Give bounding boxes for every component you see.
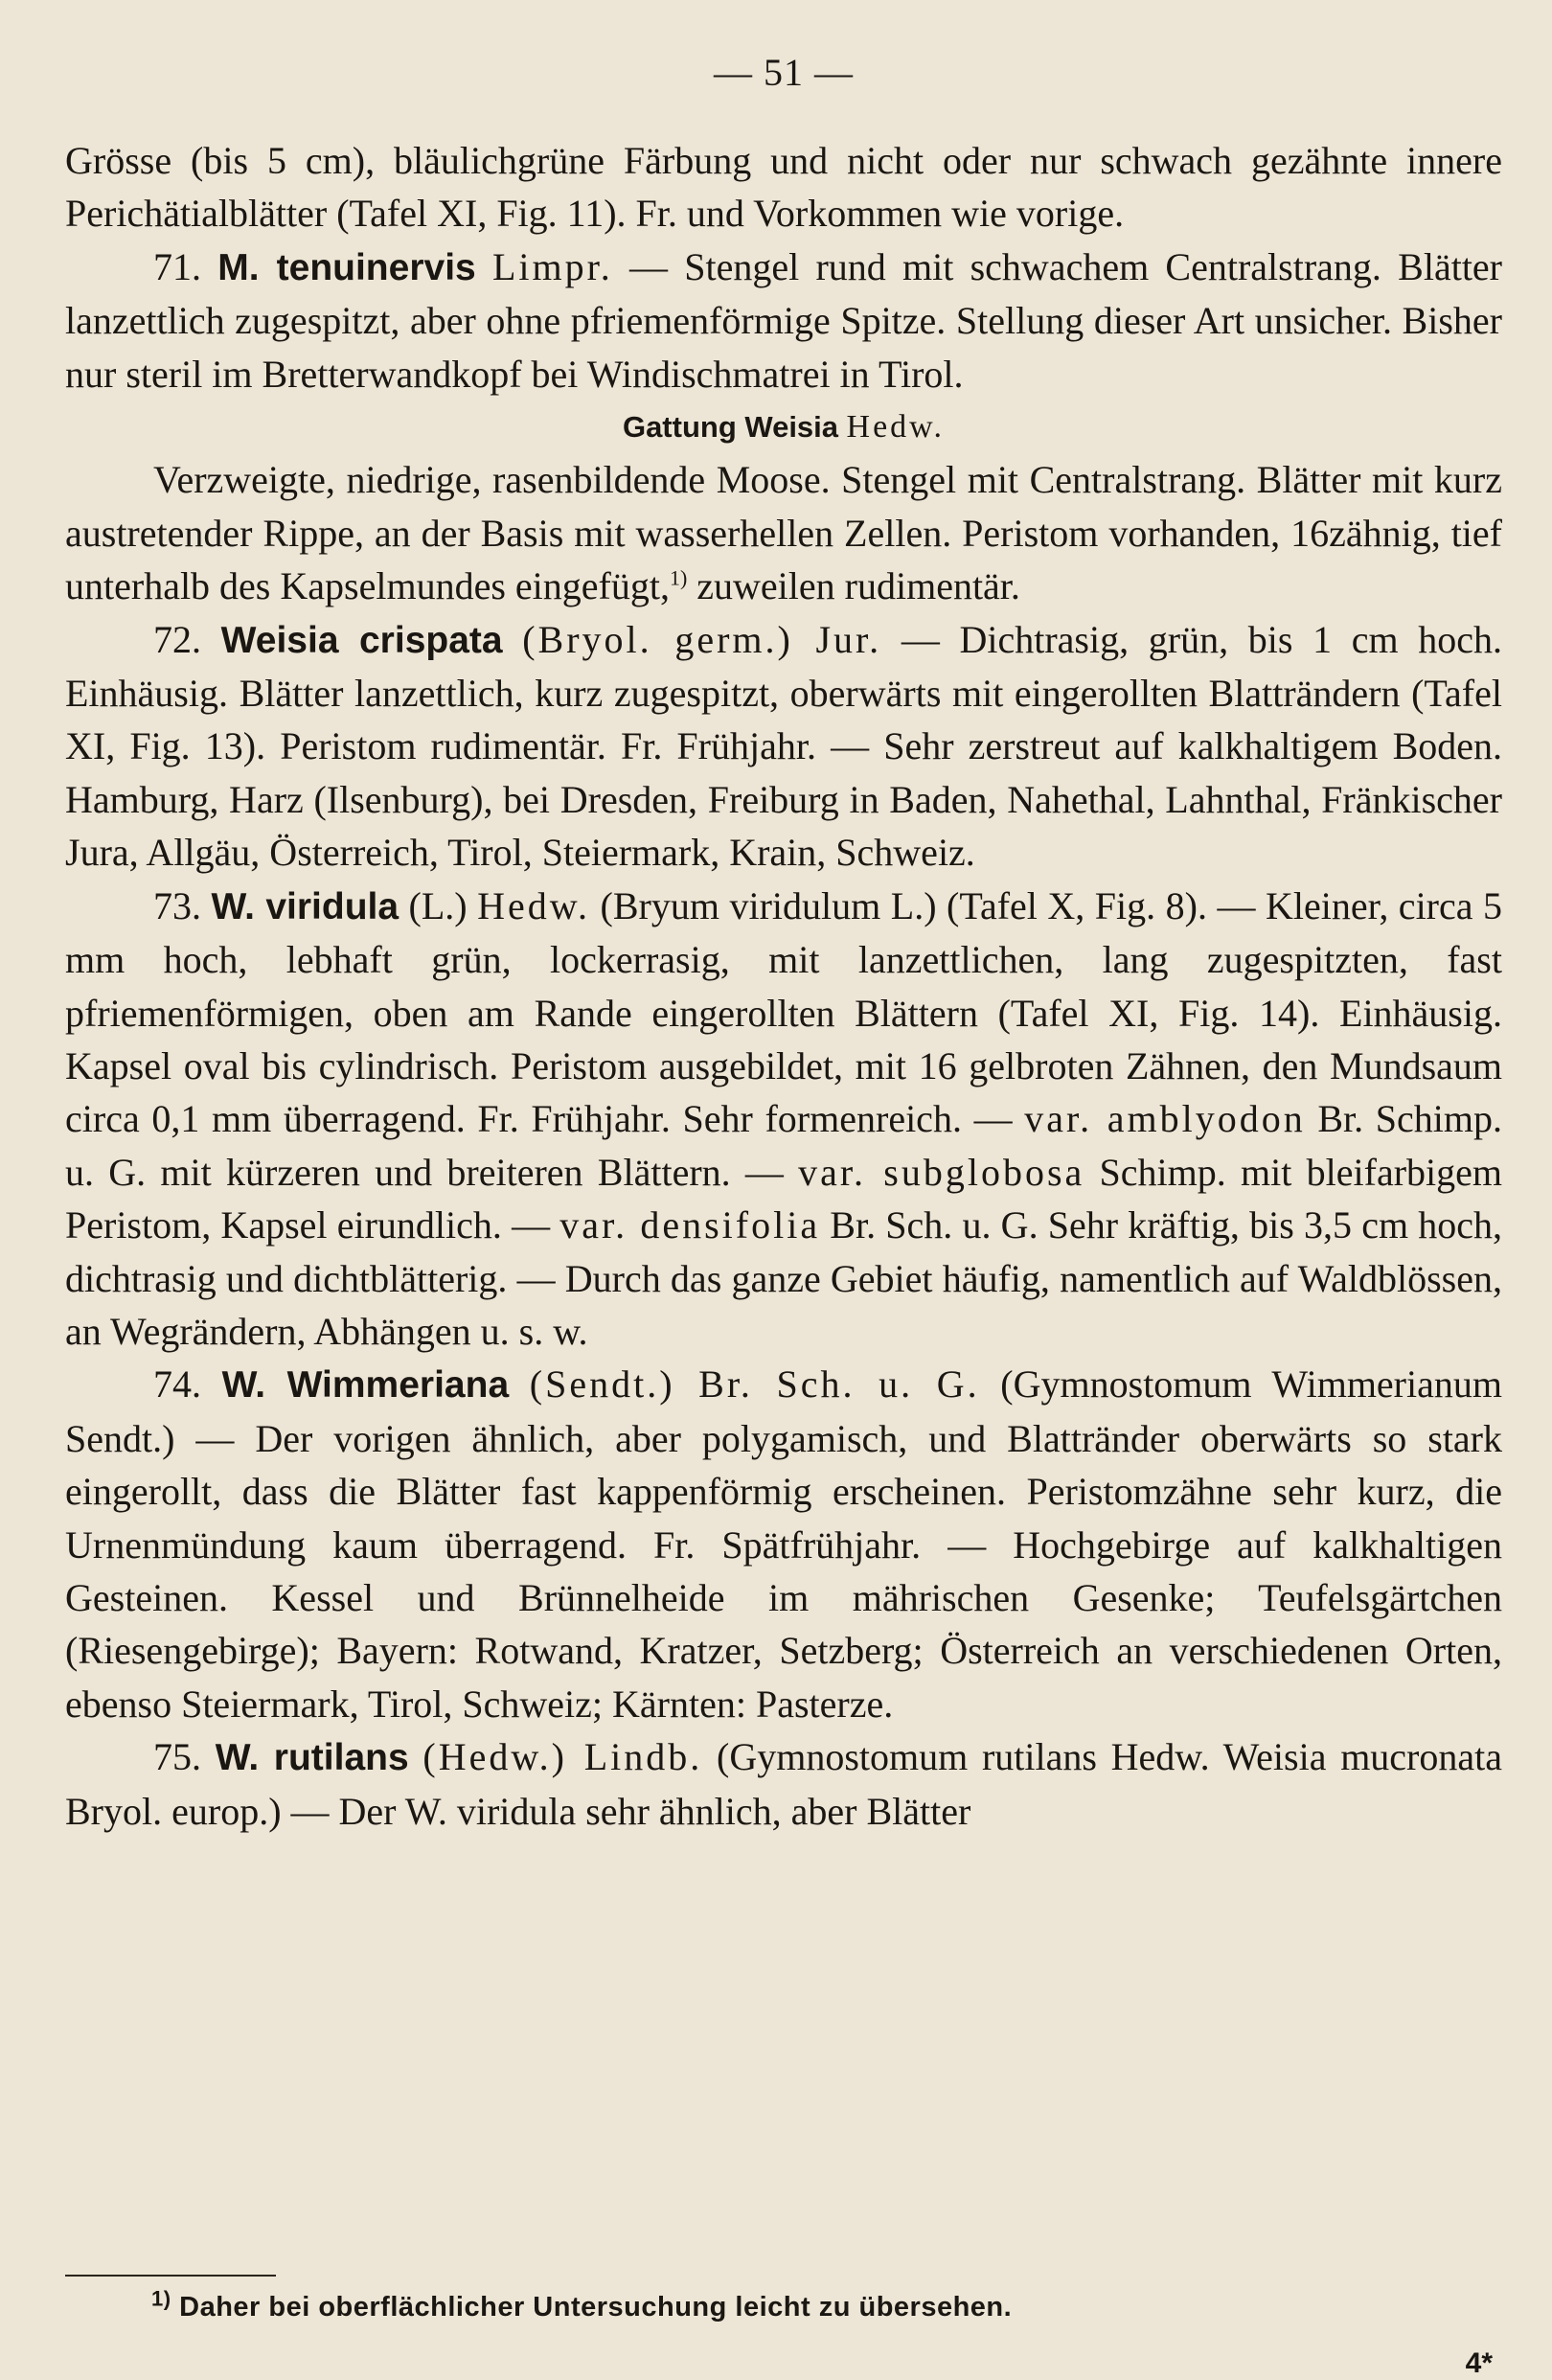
intro-paragraph (65, 134, 1502, 240)
genus-heading (65, 400, 1502, 453)
variety-name: var. subglobosa (798, 1150, 1085, 1194)
entry-number: 74. (153, 1362, 201, 1407)
species-authority: Hedw. (477, 883, 591, 927)
entry-number: 71. (153, 244, 201, 288)
species-name: W. Wimmeriana (221, 1364, 510, 1407)
footnote-reference: 1) (669, 565, 688, 590)
entry-71 (65, 240, 1502, 400)
entry-description: (Gymnostomum Wimmerianum Sendt.) — Der vorigen ähnlich, aber polygamisch, und Blattränder oberwärts so stark eingerollt, dass die Blätter fast kappenförmig erscheinen. Peristomzähne sehr kurz, die Urnenmündung kaum überragend. Fr. Spätfrühjahr. — Hochgebirge auf kalkhaltigen Gesteinen. Kessel und Brünnelheide im mährischen Gesenke; Teufelsgärtchen (Riesengebirge); Bayern: Rotwand, Kratzer, Setzberg; Österreich an verschiedenen Orten, ebenso Steiermark, Tirol, Schweiz; Kärnten: Pasterze. (65, 1362, 1502, 1726)
entry-number: 73. (153, 883, 201, 927)
species-authority-prefix: (L.) (399, 883, 478, 927)
footnote-mark: 1) (151, 2286, 171, 2311)
species-name: W. viridula (211, 885, 399, 927)
entry-description-4: Br. Sch. u. G. Sehr kräftig, bis 3,5 cm hoch, dichtrasig und dichtblätterig. — Durch das ganze Gebiet häufig, namentlich auf Waldblössen, an Wegrändern, Abhängen u. s. w. (65, 1203, 1503, 1353)
entry-number: 75. (153, 1735, 201, 1779)
entry-75 (65, 1730, 1502, 1838)
genus-label: Gattung Weisia (622, 410, 839, 445)
species-authority: (Bryol. germ.) Jur. (522, 617, 882, 661)
entry-description-2: Br. Schimp. u. G. mit kürzeren und breiteren Blättern. — (65, 1097, 1502, 1194)
genus-description-text: Verzweigte, niedrige, rasenbildende Moose. Stengel mit Centralstrang. Blätter mit kurz austretender Rippe, an der Basis mit wasserhellen Zellen. Peristom vorhanden, 16zähnig, tief unterhalb des Kapselmundes eingefügt, (65, 458, 1502, 608)
variety-name: var. densifolia (559, 1203, 821, 1247)
entry-description: (Bryum viridulum L.) (Tafel X, Fig. 8). — Kleiner, circa 5 mm hoch, lebhaft grün, lockerrasig, mit lanzettlichen, lang zugespitzten, fast pfriemenförmigen, oben am Rande eingerollten Blättern (Tafel XI, Fig. 14). Einhäusig. Kapsel oval bis cylindrisch. Peristom ausgebildet, mit 16 gelbroten Zähnen, den Mundsaum circa 0,1 mm überragend. Fr. Frühjahr. Sehr formenreich. — (65, 883, 1503, 1141)
entry-description: — Dichtrasig, grün, bis 1 cm hoch. Einhäusig. Blätter lanzettlich, kurz zugespitzt, oberwärts mit eingerollten Blatträndern (Tafel XI, Fig. 13). Peristom rudimentär. Fr. Frühjahr. — Sehr zerstreut auf kalkhaltigem Boden. Hamburg, Harz (Ilsenburg), bei Dresden, Freiburg in Baden, Nahethal, Lahnthal, Fränkischer Jura, Allgäu, Österreich, Tirol, Steiermark, Krain, Schweiz. (65, 617, 1502, 875)
footnote (151, 2286, 1013, 2323)
variety-name: var. amblyodon (1024, 1097, 1306, 1141)
entry-description-3: Schimp. mit bleifarbigem Peristom, Kapsel eirundlich. — (65, 1150, 1502, 1247)
intro-text: Grösse (bis 5 cm), bläulichgrüne Färbung und nicht oder nur schwach gezähnte innere Perichätialblätter (Tafel XI, Fig. 11). Fr. und Vorkommen wie vorige. (65, 139, 1502, 236)
footnote-text: Daher bei oberflächlicher Untersuchung leicht zu übersehen. (171, 2292, 1013, 2323)
entry-description: (Gymnostomum rutilans Hedw. Weisia mucronata Bryol. europ.) — Der W. viridula sehr ähnlich, aber Blätter (65, 1735, 1503, 1833)
book-page (65, 38, 1503, 2379)
species-name: W. rutilans (215, 1737, 409, 1779)
entry-73 (65, 880, 1502, 1359)
entry-74 (65, 1358, 1502, 1730)
entry-number: 72. (153, 617, 201, 661)
species-authority: Limpr. (491, 244, 613, 288)
genus-authority: Hedw. (846, 409, 946, 446)
genus-description-end: zuweilen rudimentär. (687, 564, 1020, 608)
species-authority: (Hedw.) Lindb. (422, 1735, 703, 1779)
signature-mark: 4* (1465, 2347, 1493, 2379)
entry-72 (65, 613, 1502, 880)
species-name: M. tenuinervis (217, 246, 476, 288)
footnote-divider (65, 2275, 276, 2277)
entry-description: — Stengel rund mit schwachem Centralstrang. Blätter lanzettlich zugespitzt, aber ohne pfriemenförmige Spitze. Stellung dieser Art unsicher. Bisher nur steril im Bretterwandkopf bei Windischmatrei in Tirol. (65, 244, 1503, 396)
genus-description (65, 453, 1502, 612)
page-number: — 51 — (714, 51, 854, 94)
species-authority: (Sendt.) Br. Sch. u. G. (529, 1362, 980, 1407)
species-name: Weisia crispata (220, 619, 503, 661)
page-body (65, 134, 1502, 1838)
